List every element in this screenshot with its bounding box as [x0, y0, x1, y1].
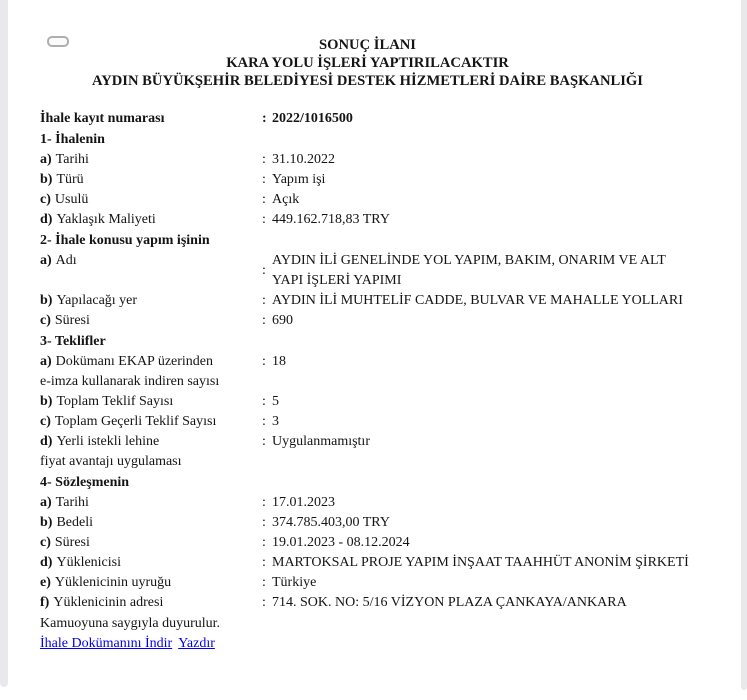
registration-row: [40, 109, 695, 129]
row-prefix: b): [40, 293, 53, 308]
document-body: [40, 109, 695, 654]
row-value-cell: [262, 412, 695, 432]
row-label: [40, 311, 262, 331]
section: [40, 473, 695, 613]
colon-separator: :: [262, 212, 266, 227]
colon-separator: :: [262, 414, 266, 429]
row-label-text: Yüklenicinin uyruğu: [54, 575, 172, 590]
row-value-cell: [262, 573, 695, 593]
download-tender-document-link[interactable]: İhale Dokümanını İndir: [40, 636, 173, 651]
row-value-cell: [262, 493, 695, 513]
row-value-cell: [262, 352, 695, 392]
row-prefix: b): [40, 394, 53, 409]
row-prefix: c): [40, 192, 51, 207]
detail-row: [40, 291, 695, 311]
colon-separator: :: [262, 394, 266, 409]
row-label-line-1: [40, 412, 258, 432]
row-value-text: AYDIN İLİ MUHTELİF CADDE, BULVAR VE MAHALLE YOLLARI: [272, 293, 683, 308]
row-value-cell: [262, 533, 695, 553]
row-label-text: Toplam Geçerli Teklif Sayısı: [54, 414, 217, 429]
detail-row: [40, 432, 695, 472]
row-label: [40, 170, 262, 190]
row-value-cell: [262, 251, 695, 291]
row-label-line-1: [40, 573, 258, 593]
colon-separator: :: [262, 293, 266, 308]
row-label: [40, 593, 262, 613]
page-edge-left: [0, 0, 8, 687]
header-line-1: SONUÇ İLANI: [319, 37, 416, 53]
sections: [40, 130, 695, 613]
row-label-line-1: [40, 170, 258, 190]
row-label: [40, 553, 262, 573]
section-rows: [40, 352, 695, 472]
row-label-text: Türü: [56, 172, 84, 187]
detail-row: [40, 553, 695, 573]
row-value-text: Uygulanmamıştır: [272, 434, 370, 449]
row-label-text: Toplam Teklif Sayısı: [56, 394, 174, 409]
row-value-text: 449.162.718,83 TRY: [272, 212, 390, 227]
row-value-text: 18: [272, 354, 286, 369]
row-prefix: d): [40, 434, 53, 449]
row-label: [40, 573, 262, 593]
row-label-line-2: fiyat avantajı uygulaması: [40, 454, 182, 469]
row-value-text: AYDIN İLİ GENELİNDE YOL YAPIM, BAKIM, ONARIM VE ALT YAPI İŞLERİ YAPIMI: [272, 253, 666, 288]
row-label-text: Yerli istekli lehine: [56, 434, 160, 449]
row-label-text: Adı: [55, 253, 77, 268]
header-line-2: KARA YOLU İŞLERİ YAPTIRILACAKTIR: [226, 55, 509, 71]
section-title: 3- Teklifler: [40, 334, 106, 349]
row-label-text: Usulü: [54, 192, 89, 207]
colon-separator: :: [262, 515, 266, 530]
detail-row: [40, 352, 695, 392]
row-label-line-1: [40, 432, 258, 452]
row-prefix: b): [40, 172, 53, 187]
detail-row: [40, 190, 695, 210]
registration-value: 2022/1016500: [272, 111, 353, 126]
row-label-text: Yaklaşık Maliyeti: [56, 212, 156, 227]
colon-separator: :: [262, 152, 266, 167]
row-label-text: Süresi: [54, 313, 90, 328]
row-label: [40, 432, 262, 472]
detail-row: [40, 251, 695, 291]
row-value-cell: [262, 432, 695, 472]
row-label: [40, 190, 262, 210]
colon-separator: :: [262, 495, 266, 510]
row-label-text: Dokümanı EKAP üzerinden: [55, 354, 214, 369]
row-label-line-1: [40, 150, 258, 170]
detail-row: [40, 593, 695, 613]
row-label-text: Tarihi: [55, 152, 89, 167]
row-value-cell: [262, 291, 695, 311]
detail-row: [40, 210, 695, 230]
detail-row: [40, 513, 695, 533]
row-label-line-1: [40, 210, 258, 230]
row-value-cell: [262, 190, 695, 210]
detail-row: [40, 392, 695, 412]
colon-separator: :: [262, 313, 266, 328]
row-label-text: Tarihi: [55, 495, 89, 510]
colon-separator: :: [262, 172, 266, 187]
print-link[interactable]: Yazdır: [178, 636, 215, 651]
row-value-cell: [262, 593, 695, 613]
row-value-cell: [262, 150, 695, 170]
row-label-text: Yüklenicinin adresi: [53, 595, 164, 610]
registration-value-cell: [262, 109, 695, 129]
row-label: [40, 533, 262, 553]
row-label-line-1: [40, 311, 258, 331]
row-prefix: a): [40, 152, 52, 167]
row-label: [40, 392, 262, 412]
row-label-line-1: [40, 190, 258, 210]
detail-row: [40, 493, 695, 513]
row-prefix: c): [40, 535, 51, 550]
row-label: [40, 210, 262, 230]
section-rows: [40, 251, 695, 331]
row-label-line-1: [40, 493, 258, 513]
row-label-line-1: [40, 392, 258, 412]
row-value-text: 690: [272, 313, 293, 328]
row-value-text: Türkiye: [272, 575, 317, 590]
row-value-cell: [262, 311, 695, 331]
row-prefix: d): [40, 555, 53, 570]
colon-separator: :: [262, 111, 267, 126]
row-prefix: f): [40, 595, 50, 610]
row-label-line-1: [40, 291, 258, 311]
row-value-text: 3: [272, 414, 279, 429]
row-value-text: 31.10.2022: [272, 152, 335, 167]
row-label-line-1: [40, 513, 258, 533]
row-value-cell: [262, 170, 695, 190]
row-prefix: c): [40, 313, 51, 328]
row-value-text: 19.01.2023 - 08.12.2024: [272, 535, 410, 550]
detail-row: [40, 311, 695, 331]
row-label: [40, 251, 262, 291]
section-rows: [40, 493, 695, 613]
row-label-text: Süresi: [54, 535, 90, 550]
row-label: [40, 291, 262, 311]
row-prefix: a): [40, 253, 52, 268]
page-edge-right: [741, 0, 747, 690]
section-rows: [40, 150, 695, 230]
detail-row: [40, 150, 695, 170]
colon-separator: :: [262, 192, 266, 207]
detail-row: [40, 533, 695, 553]
colon-separator: :: [262, 354, 266, 369]
row-label-text: Yüklenicisi: [56, 555, 121, 570]
row-prefix: a): [40, 354, 52, 369]
colon-separator: :: [262, 535, 266, 550]
row-label-text: Bedeli: [56, 515, 93, 530]
row-value-text: 374.785.403,00 TRY: [272, 515, 390, 530]
row-label-line-1: [40, 251, 258, 271]
colon-separator: :: [262, 575, 266, 590]
row-value-cell: [262, 513, 695, 533]
section: [40, 332, 695, 472]
row-label-line-1: [40, 593, 258, 613]
row-value-text: 714. SOK. NO: 5/16 VİZYON PLAZA ÇANKAYA/ANKARA: [272, 595, 627, 610]
row-label: [40, 493, 262, 513]
footer-links: [40, 634, 695, 654]
row-label: [40, 352, 262, 392]
row-value-text: 17.01.2023: [272, 495, 335, 510]
row-value-cell: [262, 392, 695, 412]
colon-separator: :: [262, 595, 266, 610]
row-label: [40, 513, 262, 533]
section: [40, 130, 695, 230]
section-title: 2- İhale konusu yapım işinin: [40, 233, 210, 248]
row-value-cell: [262, 210, 695, 230]
row-label-text: Yapılacağı yer: [56, 293, 138, 308]
detail-row: [40, 170, 695, 190]
closing-statement: Kamuoyuna saygıyla duyurulur.: [40, 616, 221, 631]
row-value-cell: [262, 553, 695, 573]
row-label-line-1: [40, 352, 258, 372]
section: [40, 231, 695, 331]
row-label: [40, 150, 262, 170]
row-prefix: d): [40, 212, 53, 227]
row-value-text: 5: [272, 394, 279, 409]
row-label-line-1: [40, 533, 258, 553]
row-label-line-1: [40, 553, 258, 573]
colon-separator: :: [262, 263, 266, 278]
section-title: 1- İhalenin: [40, 132, 105, 147]
registration-label: İhale kayıt numarası: [40, 111, 165, 126]
document-header: [40, 36, 695, 90]
detail-row: [40, 412, 695, 432]
section-title: 4- Sözleşmenin: [40, 475, 130, 490]
row-label: [40, 412, 262, 432]
row-value-text: Açık: [272, 192, 300, 207]
detail-row: [40, 573, 695, 593]
colon-separator: :: [262, 434, 266, 449]
placeholder-pill-icon: [47, 36, 69, 47]
row-label-line-2: e-imza kullanarak indiren sayısı: [40, 374, 220, 389]
document-footer: [40, 614, 695, 654]
row-prefix: c): [40, 414, 51, 429]
row-prefix: a): [40, 495, 52, 510]
row-value-text: MARTOKSAL PROJE YAPIM İNŞAAT TAAHHÜT ANONİM ŞİRKETİ: [272, 555, 689, 570]
row-value-text: Yapım işi: [272, 172, 326, 187]
row-prefix: b): [40, 515, 53, 530]
row-prefix: e): [40, 575, 51, 590]
header-line-3: AYDIN BÜYÜKŞEHİR BELEDİYESİ DESTEK HİZMETLERİ DAİRE BAŞKANLIĞI: [92, 73, 643, 89]
colon-separator: :: [262, 555, 266, 570]
